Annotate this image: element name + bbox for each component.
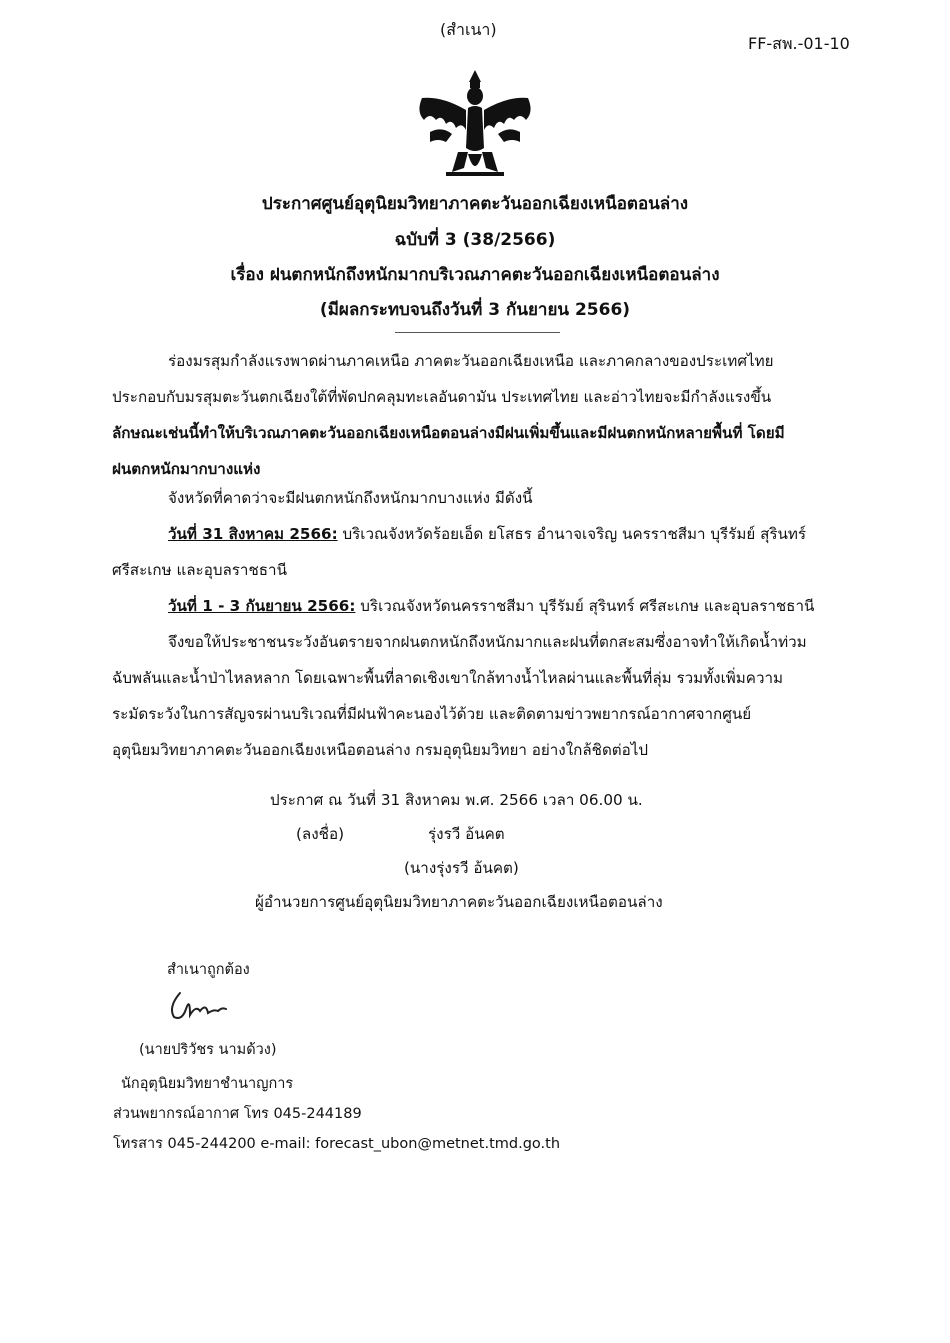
- date1-label: วันที่ 31 สิงหาคม 2566:: [168, 525, 338, 543]
- date2-label: วันที่ 1 - 3 กันยายน 2566:: [168, 597, 356, 615]
- title-divider: [395, 332, 560, 333]
- title-agency: ประกาศศูนย์อุตุนิยมวิทยาภาคตะวันออกเฉียงเหนือตอนล่าง: [261, 194, 689, 214]
- forecast-date1: [112, 516, 842, 552]
- provinces-intro: จังหวัดที่คาดว่าจะมีฝนตกหนักถึงหนักมากบางแห่ง มีดังนี้: [168, 489, 533, 507]
- paragraph-provinces: [112, 480, 842, 768]
- advice-line: จึงขอให้ประชาชนระวังอันตรายจากฝนตกหนักถึงหนักมากและฝนที่ตกสะสมซึ่งอาจทำให้เกิดน้ำท่วม: [168, 633, 807, 651]
- date1-text: บริเวณจังหวัดร้อยเอ็ด ยโสธร อำนาจเจริญ นครราชสีมา บุรีรัมย์ สุรินทร์: [337, 525, 807, 543]
- copy-mark: (สำเนา): [440, 20, 497, 39]
- signer-full-name: (นางรุ่งรวี อ้นคต): [404, 859, 519, 877]
- paragraph-line: ลักษณะเช่นนี้ทำให้บริเวณภาคตะวันออกเฉียงเหนือตอนล่างมีฝนเพิ่มขึ้นและมีฝนตกหนักหลายพื้นที่ โดยมี: [112, 424, 785, 442]
- signer-name: รุ่งรวี อ้นคต: [428, 825, 505, 843]
- title-issue: ฉบับที่ 3 (38/2566): [394, 230, 556, 250]
- signer-title: ผู้อำนวยการศูนย์อุตุนิยมวิทยาภาคตะวันออกเฉียงเหนือตอนล่าง: [255, 893, 663, 911]
- paragraph-situation: [112, 343, 842, 487]
- forecast-date2: [112, 588, 842, 624]
- certifier-name: (นายปริวัชร นามด้วง): [139, 1042, 277, 1058]
- paragraph-line: ประกอบกับมรสุมตะวันตกเฉียงใต้ที่พัดปกคลุมทะเลอันดามัน ประเทศไทย และอ่าวไทยจะมีกำลังแรงขึ้น: [112, 388, 772, 406]
- handwritten-signature: [160, 985, 240, 1025]
- title-subject: เรื่อง ฝนตกหนักถึงหนักมากบริเวณภาคตะวันออกเฉียงเหนือตอนล่าง: [230, 265, 720, 285]
- certified-label: สำเนาถูกต้อง: [167, 962, 250, 978]
- unit-phone: ส่วนพยากรณ์อากาศ โทร 045-244189: [113, 1106, 362, 1122]
- form-code: FF-สพ.-01-10: [748, 34, 850, 53]
- certifier-position: นักอุตุนิยมวิทยาชำนาญการ: [121, 1076, 294, 1092]
- date1-continuation: ศรีสะเกษ และอุบลราชธานี: [112, 561, 287, 579]
- fax-email: โทรสาร 045-244200 e-mail: forecast_ubon@metnet.tmd.go.th: [113, 1136, 561, 1152]
- advice-line: ระมัดระวังในการสัญจรผ่านบริเวณที่มีฝนฟ้าคะนองไว้ด้วย และติดตามข่าวพยากรณ์อากาศจากศูนย์: [112, 705, 752, 723]
- advice-line: อุตุนิยมวิทยาภาคตะวันออกเฉียงเหนือตอนล่าง กรมอุตุนิยมวิทยา อย่างใกล้ชิดต่อไป: [112, 741, 649, 759]
- signed-label: (ลงชื่อ): [296, 825, 345, 843]
- paragraph-line: ร่องมรสุมกำลังแรงพาดผ่านภาคเหนือ ภาคตะวันออกเฉียงเหนือ และภาคกลางของประเทศไทย: [168, 352, 774, 370]
- garuda-emblem-icon: [412, 68, 538, 180]
- title-effective: (มีผลกระทบจนถึงวันที่ 3 กันยายน 2566): [319, 300, 631, 320]
- announcement-date: ประกาศ ณ วันที่ 31 สิงหาคม พ.ศ. 2566 เวลา 06.00 น.: [270, 791, 643, 809]
- date2-text: บริเวณจังหวัดนครราชสีมา บุรีรัมย์ สุรินทร์ ศรีสะเกษ และอุบลราชธานี: [355, 597, 815, 615]
- paragraph-line: ฝนตกหนักมากบางแห่ง: [112, 460, 261, 478]
- advice-line: ฉับพลันและน้ำป่าไหลหลาก โดยเฉพาะพื้นที่ลาดเชิงเขาใกล้ทางน้ำไหลผ่านและพื้นที่ลุ่ม รวมทั้งเพิ่มความ: [112, 669, 784, 687]
